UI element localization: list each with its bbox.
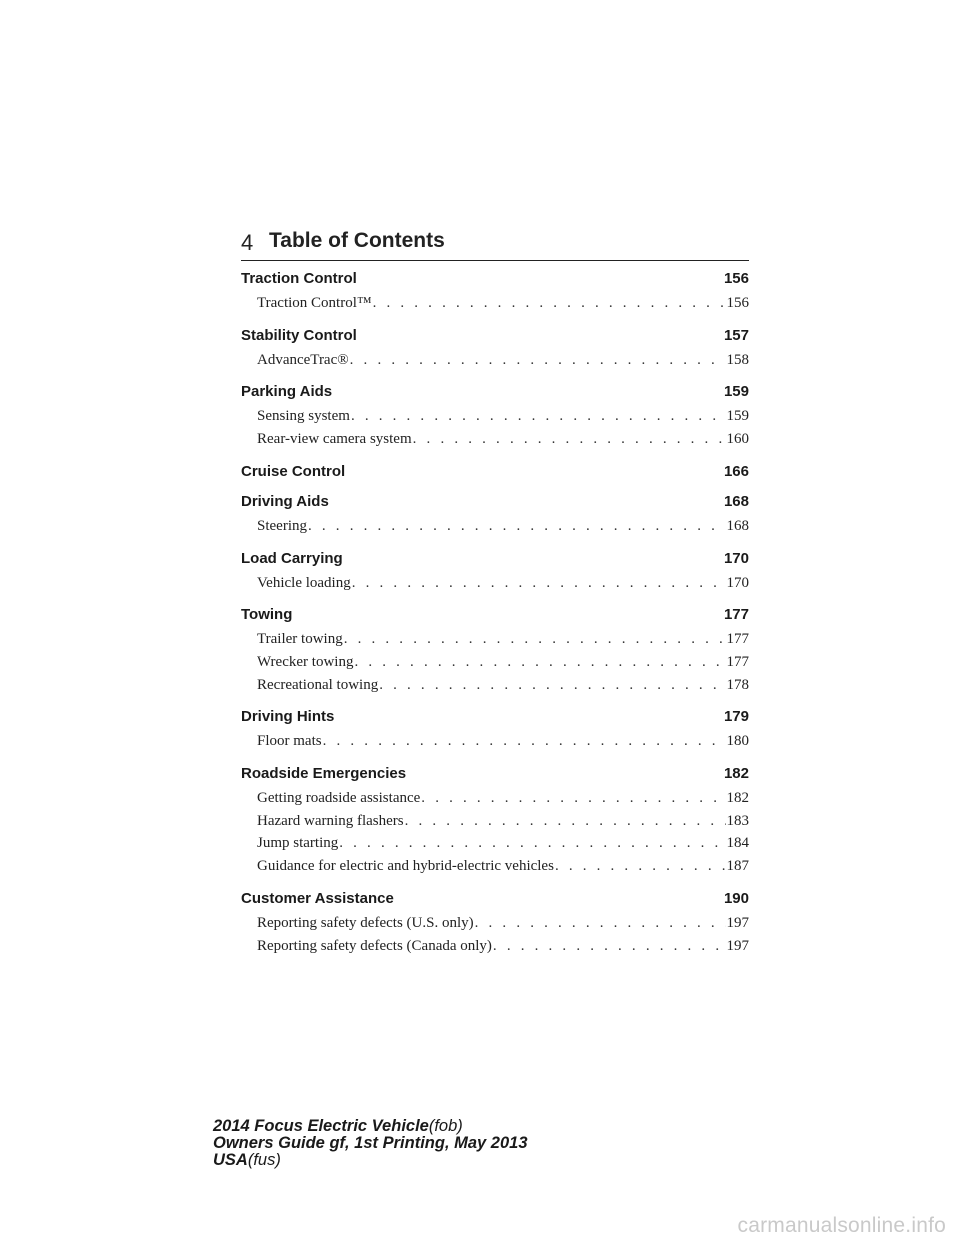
toc-section: [241, 463, 749, 481]
dot-leader: [555, 855, 726, 878]
toc-section: [241, 890, 749, 957]
footer-market-code: (fus): [247, 1151, 281, 1169]
toc-entry[interactable]: [257, 787, 749, 810]
dot-leader: [308, 515, 726, 538]
entry-page-number: 183: [726, 812, 749, 829]
section-page-number: 179: [723, 708, 749, 726]
section-page-number: 170: [723, 549, 749, 567]
dot-leader: [379, 674, 725, 697]
dot-leader: [493, 935, 726, 958]
footer-line-1: [213, 1118, 528, 1135]
entry-title: Floor mats: [257, 733, 322, 750]
section-title: Parking Aids: [241, 383, 333, 401]
section-page-number: 177: [723, 606, 749, 624]
toc-section-heading[interactable]: [241, 270, 749, 288]
toc-entry[interactable]: [257, 572, 749, 595]
section-title: Roadside Emergencies: [241, 765, 407, 783]
entry-title: Jump starting: [257, 835, 339, 852]
entry-page-number: 197: [726, 937, 749, 954]
entry-page-number: 184: [726, 835, 749, 852]
page-header: [241, 228, 749, 261]
section-page-number: 156: [723, 270, 749, 287]
entry-page-number: 177: [726, 631, 749, 648]
dot-leader: [339, 832, 725, 855]
section-page-number: 166: [723, 462, 749, 480]
entry-title: Trailer towing: [257, 631, 343, 648]
toc-section-heading[interactable]: [241, 493, 749, 511]
toc-section: [241, 327, 749, 372]
entry-page-number: 187: [726, 858, 749, 875]
dot-leader: [352, 572, 726, 595]
toc-entry[interactable]: [257, 628, 749, 651]
toc-entry[interactable]: [257, 292, 749, 315]
toc-section-heading[interactable]: [241, 463, 749, 481]
section-page-number: 159: [723, 383, 749, 401]
section-title: Driving Aids: [241, 492, 329, 510]
section-title: Cruise Control: [241, 462, 346, 480]
dot-leader: [344, 628, 726, 651]
watermark-text: carmanualsonline.info: [737, 1214, 946, 1237]
dot-leader: [405, 810, 726, 833]
footer-vehicle: 2014 Focus Electric Vehicle: [213, 1117, 429, 1135]
entry-title: AdvanceTrac®: [257, 351, 349, 368]
footer-line-2: Owners Guide gf, 1st Printing, May 2013: [213, 1134, 528, 1152]
page-number: 4: [241, 230, 254, 255]
section-title: Traction Control: [241, 270, 357, 287]
dot-leader: [373, 292, 726, 315]
toc-section-heading[interactable]: [241, 327, 749, 345]
toc-section-heading[interactable]: [241, 708, 749, 726]
entry-page-number: 182: [726, 790, 749, 807]
entry-title: Recreational towing: [257, 676, 379, 693]
section-title: Towing: [241, 606, 293, 624]
toc-section: [241, 708, 749, 753]
entry-title: Guidance for electric and hybrid-electric vehicles: [257, 858, 554, 875]
footer-line-3: [213, 1152, 528, 1169]
toc-section-heading[interactable]: [241, 765, 749, 783]
toc-entry[interactable]: [257, 405, 749, 428]
entry-title: Reporting safety defects (U.S. only): [257, 914, 474, 931]
toc-entry[interactable]: [257, 428, 749, 451]
toc-section-heading[interactable]: [241, 550, 749, 568]
toc-entry[interactable]: [257, 515, 749, 538]
entry-title: Wrecker towing: [257, 653, 354, 670]
toc-section: [241, 383, 749, 450]
toc-entry[interactable]: [257, 674, 749, 697]
dot-leader: [354, 651, 725, 674]
dot-leader: [413, 428, 726, 451]
toc-entry[interactable]: [257, 855, 749, 878]
dot-leader: [421, 787, 725, 810]
dot-leader: [475, 912, 726, 935]
toc-entry[interactable]: [257, 935, 749, 958]
toc-section: [241, 550, 749, 595]
toc-entry[interactable]: [257, 730, 749, 753]
page-title: Table of Contents: [269, 229, 445, 252]
entry-page-number: 168: [726, 517, 749, 534]
footer-vehicle-code: (fob): [428, 1117, 463, 1135]
dot-leader: [351, 405, 726, 428]
toc-entry[interactable]: [257, 810, 749, 833]
entry-page-number: 180: [726, 733, 749, 750]
entry-page-number: 178: [726, 676, 749, 693]
toc-section: [241, 606, 749, 696]
section-title: Stability Control: [241, 326, 357, 344]
entry-page-number: 197: [726, 914, 749, 931]
entry-page-number: 158: [726, 351, 749, 368]
entry-title: Hazard warning flashers: [257, 812, 404, 829]
table-of-contents: [241, 270, 749, 969]
toc-section-heading[interactable]: [241, 383, 749, 401]
entry-title: Reporting safety defects (Canada only): [257, 937, 492, 954]
entry-page-number: 170: [726, 574, 749, 591]
section-title: Load Carrying: [241, 549, 343, 567]
toc-entry[interactable]: [257, 912, 749, 935]
toc-entry[interactable]: [257, 349, 749, 372]
toc-section: [241, 493, 749, 538]
entry-title: Vehicle loading: [257, 574, 351, 591]
section-page-number: 168: [723, 492, 749, 510]
section-title: Customer Assistance: [241, 889, 394, 907]
toc-entry[interactable]: [257, 651, 749, 674]
dot-leader: [350, 349, 726, 372]
toc-section-heading[interactable]: [241, 606, 749, 624]
entry-title: Sensing system: [257, 408, 350, 425]
entry-page-number: 159: [726, 408, 749, 425]
toc-section: [241, 270, 749, 315]
section-page-number: 190: [723, 889, 749, 907]
footer-market: USA: [213, 1151, 248, 1169]
entry-page-number: 156: [726, 295, 749, 311]
toc-section-heading[interactable]: [241, 890, 749, 908]
entry-title: Getting roadside assistance: [257, 790, 421, 807]
entry-title: Steering: [257, 517, 307, 534]
entry-title: Traction Control™: [257, 295, 372, 311]
entry-page-number: 177: [726, 653, 749, 670]
toc-entry[interactable]: [257, 832, 749, 855]
document-footer: [213, 1118, 528, 1169]
dot-leader: [323, 730, 726, 753]
section-page-number: 182: [723, 765, 749, 783]
toc-section: [241, 765, 749, 878]
section-page-number: 157: [723, 326, 749, 344]
section-title: Driving Hints: [241, 708, 335, 726]
entry-page-number: 160: [726, 431, 749, 448]
entry-title: Rear-view camera system: [257, 431, 412, 448]
